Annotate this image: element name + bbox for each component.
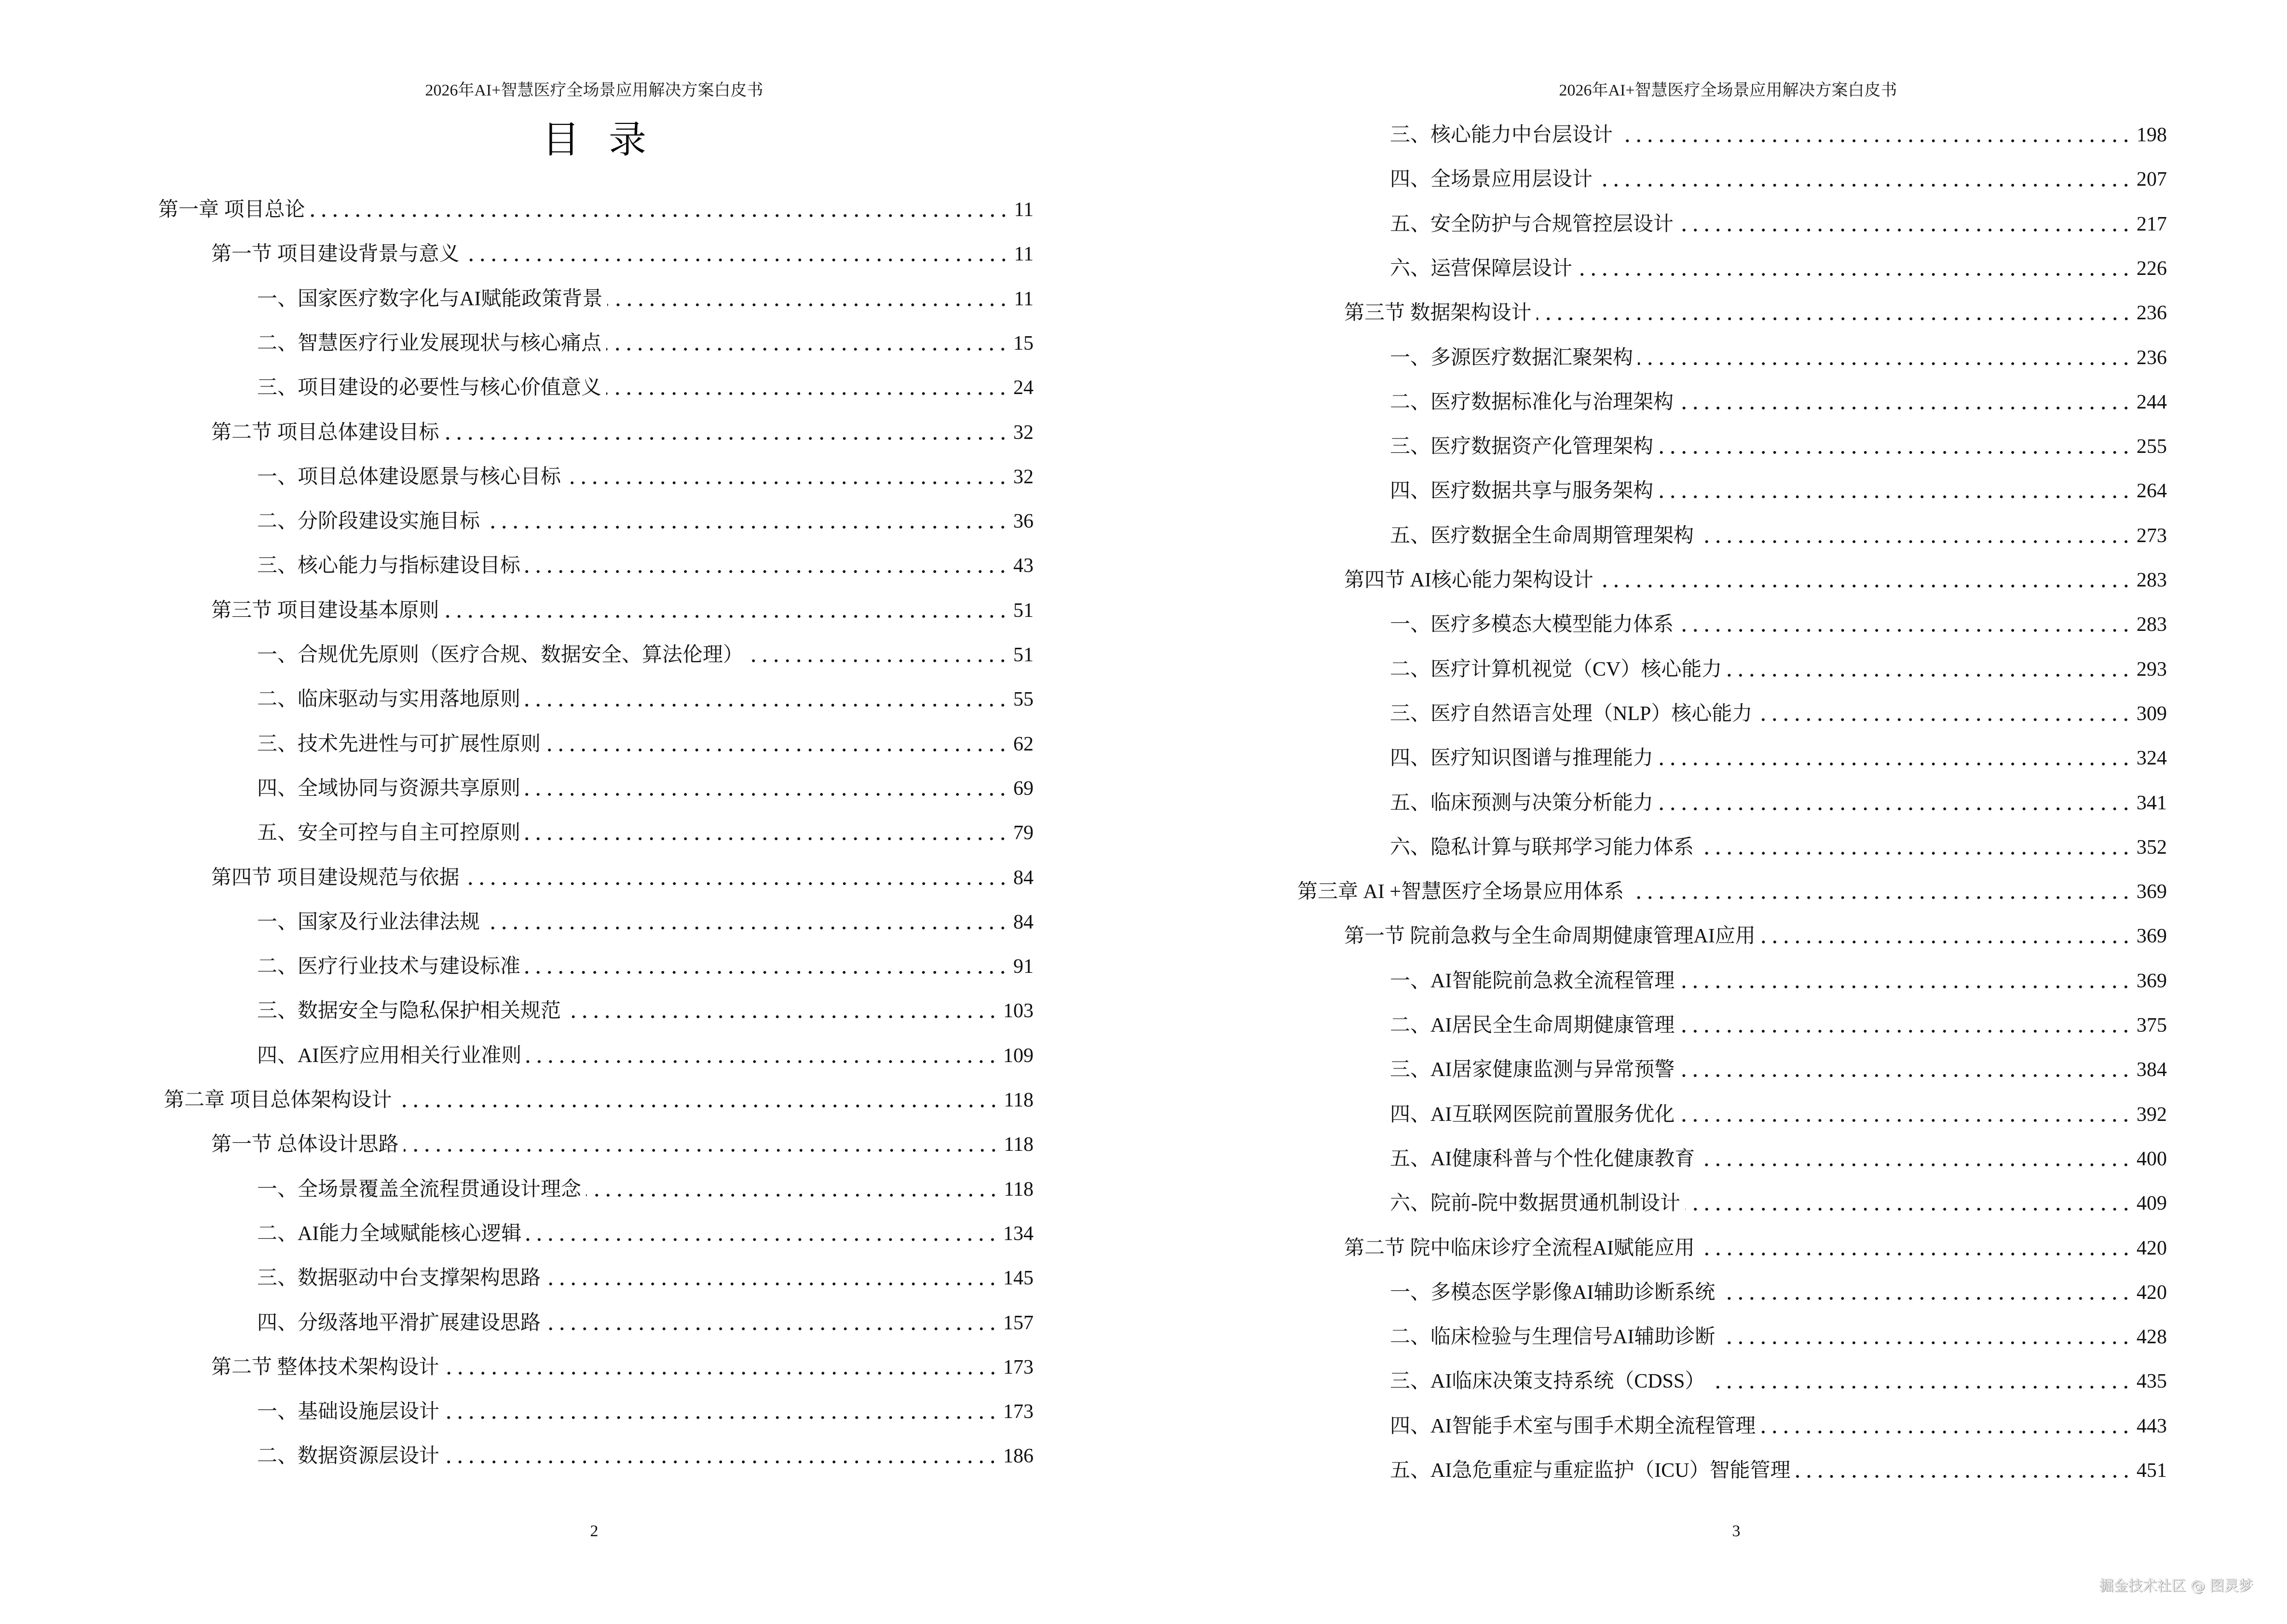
dot-leader — [545, 1282, 998, 1286]
toc-entry-page-number: 264 — [2137, 480, 2167, 503]
toc-entry-page-number: 118 — [1004, 1178, 1034, 1201]
dot-leader — [1757, 717, 2132, 722]
toc-entry-page-number: 369 — [2137, 969, 2167, 992]
toc-entry-item[interactable] — [1390, 655, 2167, 684]
toc-entry-page-number: 134 — [1003, 1222, 1034, 1245]
toc-entry-label: 二、医疗计算机视觉（CV）核心能力 — [1390, 658, 1722, 681]
dot-leader — [1658, 450, 2132, 455]
toc-entry-label: 二、临床检验与生理信号AI辅助诊断 — [1390, 1326, 1715, 1349]
dot-leader — [525, 792, 1008, 797]
toc-entry-page-number: 244 — [2137, 391, 2167, 413]
toc-entry-item[interactable] — [1390, 699, 2167, 728]
toc-entry-page-number: 435 — [2137, 1370, 2167, 1393]
toc-entry-item[interactable] — [257, 1309, 1034, 1337]
dot-leader — [1638, 361, 2132, 366]
dot-leader — [1720, 1340, 2132, 1345]
toc-entry-label: 三、项目建设的必要性与核心价值意义 — [257, 377, 602, 399]
toc-entry-item[interactable] — [1390, 210, 2167, 239]
dot-leader — [525, 703, 1008, 708]
dot-leader — [1537, 316, 2132, 321]
toc-entry-page-number: 157 — [1003, 1311, 1034, 1334]
toc-entry-item[interactable] — [257, 952, 1034, 981]
toc-entry-page-number: 283 — [2137, 569, 2167, 591]
toc-entry-page-number: 32 — [1013, 421, 1034, 444]
toc-entry-item[interactable] — [1390, 1145, 2167, 1174]
dot-leader — [1699, 851, 2132, 856]
toc-entry-section[interactable] — [211, 863, 1034, 892]
toc-entry-label: 第一节 院前急救与全生命周期健康管理AI应用 — [1344, 925, 1756, 948]
toc-entry-label: 五、临床预测与决策分析能力 — [1390, 792, 1654, 814]
dot-leader — [444, 1415, 998, 1420]
toc-entry-item[interactable] — [257, 1397, 1034, 1426]
toc-entry-section[interactable] — [211, 1130, 1034, 1159]
dot-leader — [464, 881, 1008, 886]
toc-entry-page-number: 217 — [2137, 213, 2167, 235]
dot-leader — [606, 391, 1008, 396]
toc-entry-label: 二、数据资源层设计 — [257, 1445, 440, 1468]
toc-entry-section[interactable] — [1344, 1234, 2167, 1263]
toc-entry-page-number: 428 — [2137, 1326, 2167, 1349]
running-header: 2026年AI+智慧医疗全场景应用解决方案白皮书 — [1559, 82, 1897, 99]
toc-entry-page-number: 173 — [1003, 1401, 1034, 1423]
toc-entry-label: 第二节 院中临床诊疗全流程AI赋能应用 — [1344, 1237, 1695, 1259]
toc-entry-label: 四、AI互联网医院前置服务优化 — [1390, 1103, 1675, 1126]
watermark: 掘金技术社区 @ 图灵梦 — [2099, 1578, 2253, 1595]
toc-entry-page-number: 207 — [2137, 168, 2167, 191]
toc-entry-page-number: 118 — [1004, 1089, 1034, 1111]
toc-entry-page-number: 51 — [1013, 644, 1034, 666]
toc-entry-item[interactable] — [1390, 1278, 2167, 1307]
toc-entry-label: 三、医疗自然语言处理（NLP）核心能力 — [1390, 702, 1753, 725]
toc-entry-label: 三、核心能力中台层设计 — [1390, 124, 1613, 146]
dot-leader — [1678, 628, 2132, 633]
toc-entry-page-number: 293 — [2137, 658, 2167, 681]
toc-entry-label: 四、医疗数据共享与服务架构 — [1390, 480, 1654, 503]
dot-leader — [1720, 1296, 2132, 1301]
toc-entry-item[interactable] — [1390, 1011, 2167, 1040]
toc-entry-page-number: 55 — [1013, 688, 1034, 711]
toc-entry-label: 二、智慧医疗行业发展现状与核心痛点 — [257, 332, 602, 355]
toc-entry-label: 第三节 数据架构设计 — [1344, 302, 1532, 325]
toc-entry-label: 一、AI智能院前急救全流程管理 — [1390, 969, 1675, 992]
toc-entry-item[interactable] — [1390, 1367, 2167, 1396]
toc-entry-page-number: 341 — [2137, 792, 2167, 814]
dot-leader — [1679, 1118, 2132, 1123]
dot-leader — [526, 1059, 998, 1064]
toc-entry-page-number: 109 — [1003, 1044, 1034, 1067]
toc-entry-label: 二、医疗数据标准化与治理架构 — [1390, 391, 1674, 413]
toc-entry-label: 六、运营保障层设计 — [1390, 257, 1573, 280]
toc-entry-label: 四、全场景应用层设计 — [1390, 168, 1593, 191]
toc-entry-label: 六、隐私计算与联邦学习能力体系 — [1390, 836, 1694, 859]
dot-leader — [566, 480, 1008, 485]
toc-entry-label: 四、分级落地平滑扩展建设思路 — [257, 1311, 541, 1334]
toc-entry-label: 三、核心能力与指标建设目标 — [257, 555, 521, 577]
dot-leader — [1727, 673, 2132, 678]
dot-leader — [545, 1326, 998, 1331]
toc-entry-item[interactable] — [257, 373, 1034, 402]
toc-entry-page-number: 69 — [1013, 777, 1034, 800]
toc-entry-label: 五、AI健康科普与个性化健康教育 — [1390, 1147, 1695, 1170]
toc-entry-page-number: 32 — [1013, 465, 1034, 488]
toc-entry-page-number: 145 — [1003, 1267, 1034, 1290]
dot-leader — [1629, 895, 2132, 900]
toc-entry-chapter[interactable] — [164, 1086, 1034, 1115]
toc-entry-item[interactable] — [1390, 1456, 2167, 1485]
toc-entry-label: 第一章 项目总论 — [158, 199, 305, 221]
toc-entry-section[interactable] — [211, 596, 1034, 625]
toc-entry-page-number: 236 — [2137, 302, 2167, 325]
toc-entry-item[interactable] — [257, 641, 1034, 669]
toc-entry-item[interactable] — [1390, 254, 2167, 283]
toc-entry-item[interactable] — [1390, 388, 2167, 417]
toc-entry-page-number: 375 — [2137, 1014, 2167, 1037]
toc-entry-section[interactable] — [211, 1353, 1034, 1382]
toc-entry-label: 二、分阶段建设实施目标 — [257, 510, 480, 533]
toc-entry-page-number: 255 — [2137, 436, 2167, 458]
toc-entry-item[interactable] — [1390, 744, 2167, 773]
dot-leader — [485, 926, 1008, 930]
toc-entry-page-number: 11 — [1014, 243, 1034, 266]
toc-entry-label: 四、医疗知识图谱与推理能力 — [1390, 747, 1654, 770]
toc-entry-label: 二、临床驱动与实用落地原则 — [257, 688, 521, 711]
toc-entry-item[interactable] — [257, 908, 1034, 937]
dot-leader — [1796, 1474, 2132, 1479]
toc-entry-label: 第三章 AI +智慧医疗全场景应用体系 — [1297, 881, 1624, 903]
toc-entry-item[interactable] — [1390, 432, 2167, 461]
toc-entry-label: 二、AI居民全生命周期健康管理 — [1390, 1014, 1675, 1037]
toc-entry-page-number: 369 — [2137, 881, 2167, 903]
toc-entry-item[interactable] — [257, 329, 1034, 358]
toc-entry-label: 二、医疗行业技术与建设标准 — [257, 955, 521, 978]
toc-entry-label: 第二节 项目总体建设目标 — [211, 421, 439, 444]
toc-entry-page-number: 273 — [2137, 524, 2167, 547]
toc-entry-label: 三、技术先进性与可扩展性原则 — [257, 733, 541, 755]
toc-entry-item[interactable] — [1390, 521, 2167, 550]
toc-entry-item[interactable] — [257, 1442, 1034, 1471]
toc-entry-page-number: 84 — [1013, 911, 1034, 933]
toc-entry-label: 三、AI居家健康监测与异常预警 — [1390, 1059, 1675, 1081]
toc-entry-item[interactable] — [257, 1219, 1034, 1248]
toc-entry-item[interactable] — [1390, 1100, 2167, 1129]
toc-entry-label: 第一节 项目建设背景与意义 — [211, 243, 460, 266]
toc-entry-label: 六、院前-院中数据贯通机制设计 — [1390, 1192, 1680, 1215]
toc-entry-page-number: 24 — [1013, 377, 1034, 399]
toc-entry-page-number: 324 — [2137, 747, 2167, 770]
toc-entry-page-number: 186 — [1003, 1445, 1034, 1468]
dot-leader — [1597, 183, 2132, 188]
dot-leader — [1760, 940, 2132, 944]
toc-entry-label: 第一节 总体设计思路 — [211, 1133, 399, 1156]
toc-entry-page-number: 62 — [1013, 733, 1034, 755]
toc-entry-label: 第二章 项目总体架构设计 — [164, 1089, 392, 1111]
dot-leader — [607, 302, 1009, 307]
toc-entry-item[interactable] — [1390, 1412, 2167, 1441]
dot-leader — [525, 836, 1008, 841]
toc-entry-label: 一、全场景覆盖全流程贯通设计理念 — [257, 1178, 582, 1201]
toc-entry-item[interactable] — [257, 551, 1034, 580]
toc-entry-item[interactable] — [257, 1041, 1034, 1070]
toc-entry-label: 四、AI医疗应用相关行业准则 — [257, 1044, 522, 1067]
toc-entry-page-number: 443 — [2137, 1415, 2167, 1437]
toc-entry-item[interactable] — [257, 996, 1034, 1025]
dot-leader — [1658, 494, 2132, 499]
toc-entry-label: 五、安全防护与合规管控层设计 — [1390, 213, 1674, 235]
toc-entry-item[interactable] — [1390, 1323, 2167, 1351]
toc-entry-page-number: 236 — [2137, 346, 2167, 369]
toc-entry-page-number: 84 — [1013, 866, 1034, 889]
dot-leader — [404, 1148, 999, 1153]
toc-entry-page-number: 283 — [2137, 614, 2167, 636]
toc-entry-item[interactable] — [257, 1264, 1034, 1293]
dot-leader — [1699, 539, 2132, 544]
toc-entry-item[interactable] — [1390, 967, 2167, 996]
toc-entry-item[interactable] — [257, 463, 1034, 491]
dot-leader — [1618, 138, 2132, 143]
toc-entry-page-number: 409 — [2137, 1192, 2167, 1215]
toc-entry-label: 五、医疗数据全生命周期管理架构 — [1390, 524, 1694, 547]
toc-entry-label: 一、基础设施层设计 — [257, 1401, 440, 1423]
dot-leader — [1577, 272, 2132, 277]
toc-entry-item[interactable] — [1390, 789, 2167, 818]
toc-entry-page-number: 400 — [2137, 1147, 2167, 1170]
toc-entry-label: 一、国家及行业法律法规 — [257, 911, 480, 933]
toc-entry-page-number: 51 — [1013, 599, 1034, 622]
toc-entry-section[interactable] — [1344, 299, 2167, 328]
toc-entry-label: 第三节 项目建设基本原则 — [211, 599, 439, 622]
dot-leader — [586, 1193, 999, 1198]
dot-leader — [1678, 406, 2132, 410]
dot-leader — [545, 748, 1008, 752]
toc-entry-page-number: 420 — [2137, 1237, 2167, 1259]
toc-entry-page-number: 451 — [2137, 1460, 2167, 1482]
toc-entry-label: 一、国家医疗数字化与AI赋能政策背景 — [257, 287, 603, 310]
dot-leader — [444, 1460, 998, 1464]
toc-entry-chapter[interactable] — [1297, 877, 2167, 906]
dot-leader — [748, 658, 1008, 663]
toc-entry-page-number: 309 — [2137, 702, 2167, 725]
page-number: 3 — [1732, 1522, 1741, 1540]
dot-leader — [1760, 1430, 2132, 1434]
dot-leader — [1658, 762, 2132, 766]
dot-leader — [1678, 228, 2132, 232]
dot-leader — [1679, 1073, 2132, 1078]
toc-entry-label: 二、AI能力全域赋能核心逻辑 — [257, 1222, 522, 1245]
dot-leader — [464, 258, 1009, 262]
toc-entry-page-number: 91 — [1013, 955, 1034, 978]
toc-entry-item[interactable] — [257, 730, 1034, 759]
toc-entry-label: 一、医疗多模态大模型能力体系 — [1390, 614, 1674, 636]
toc-entry-label: 一、项目总体建设愿景与核心目标 — [257, 465, 561, 488]
toc-entry-label: 三、医疗数据资产化管理架构 — [1390, 436, 1654, 458]
toc-entry-page-number: 420 — [2137, 1281, 2167, 1304]
toc-list-right — [1144, 0, 2287, 1624]
toc-entry-label: 一、多源医疗数据汇聚架构 — [1390, 346, 1634, 369]
toc-entry-label: 三、数据安全与隐私保护相关规范 — [257, 1000, 561, 1023]
dot-leader — [566, 1014, 998, 1019]
toc-entry-label: 一、合规优先原则（医疗合规、数据安全、算法伦理） — [257, 644, 744, 666]
toc-title: 目录 — [542, 118, 675, 162]
toc-entry-section[interactable] — [211, 418, 1034, 447]
dot-leader — [310, 213, 1009, 218]
dot-leader — [1685, 1207, 2132, 1212]
toc-entry-page-number: 352 — [2137, 836, 2167, 859]
dot-leader — [444, 436, 1008, 441]
toc-entry-page-number: 226 — [2137, 257, 2167, 280]
toc-entry-item[interactable] — [257, 819, 1034, 847]
toc-entry-label: 一、多模态医学影像AI辅助诊断系统 — [1390, 1281, 1715, 1304]
toc-entry-item[interactable] — [1390, 1055, 2167, 1084]
toc-entry-label: 第二节 整体技术架构设计 — [211, 1356, 439, 1378]
toc-entry-item[interactable] — [257, 285, 1034, 314]
toc-entry-label: 三、数据驱动中台支撑架构思路 — [257, 1267, 541, 1290]
dot-leader — [1700, 1252, 2132, 1256]
dot-leader — [525, 569, 1008, 574]
toc-entry-page-number: 79 — [1013, 822, 1034, 845]
dot-leader — [1700, 1162, 2132, 1167]
toc-entry-label: 四、AI智能手术室与围手术期全流程管理 — [1390, 1415, 1756, 1437]
toc-entry-item[interactable] — [257, 1175, 1034, 1204]
dot-leader — [606, 347, 1008, 352]
toc-entry-item[interactable] — [1390, 343, 2167, 372]
toc-entry-item[interactable] — [1390, 165, 2167, 194]
dot-leader — [526, 1237, 998, 1242]
page-number: 2 — [590, 1522, 599, 1540]
toc-entry-page-number: 11 — [1014, 199, 1034, 221]
toc-entry-label: 四、全域协同与资源共享原则 — [257, 777, 521, 800]
running-header: 2026年AI+智慧医疗全场景应用解决方案白皮书 — [425, 82, 763, 99]
toc-entry-item[interactable] — [1390, 610, 2167, 639]
toc-entry-page-number: 392 — [2137, 1103, 2167, 1126]
toc-entry-page-number: 103 — [1003, 1000, 1034, 1023]
toc-entry-page-number: 11 — [1014, 287, 1034, 310]
toc-entry-item[interactable] — [257, 507, 1034, 536]
toc-entry-label: 五、安全可控与自主可控原则 — [257, 822, 521, 845]
toc-entry-item[interactable] — [1390, 833, 2167, 862]
toc-entry-page-number: 118 — [1004, 1133, 1034, 1156]
toc-entry-page-number: 198 — [2137, 124, 2167, 146]
toc-entry-label: 五、AI急危重症与重症监护（ICU）智能管理 — [1390, 1460, 1791, 1482]
toc-entry-item[interactable] — [257, 685, 1034, 714]
dot-leader — [1710, 1385, 2132, 1390]
dot-leader — [525, 970, 1008, 975]
dot-leader — [485, 525, 1008, 530]
toc-page-right — [1144, 0, 2287, 1624]
toc-entry-label: 三、AI临床决策支持系统（CDSS） — [1390, 1370, 1705, 1393]
toc-entry-page-number: 15 — [1013, 332, 1034, 355]
dot-leader — [1679, 1029, 2132, 1034]
toc-entry-page-number: 173 — [1003, 1356, 1034, 1378]
dot-leader — [444, 614, 1008, 619]
toc-entry-page-number: 43 — [1013, 555, 1034, 577]
dot-leader — [1679, 984, 2132, 989]
toc-entry-section[interactable] — [211, 240, 1034, 269]
toc-entry-chapter[interactable] — [158, 195, 1034, 224]
dot-leader — [1658, 806, 2132, 811]
toc-entry-item[interactable] — [1390, 477, 2167, 505]
toc-entry-page-number: 384 — [2137, 1059, 2167, 1081]
toc-entry-label: 第四节 AI核心能力架构设计 — [1344, 569, 1593, 591]
dot-leader — [397, 1104, 999, 1108]
dot-leader — [1598, 584, 2132, 588]
toc-entry-page-number: 369 — [2137, 925, 2167, 948]
toc-entry-item[interactable] — [1390, 1189, 2167, 1218]
toc-entry-item[interactable] — [1390, 121, 2167, 150]
toc-entry-item[interactable] — [257, 774, 1034, 803]
toc-entry-section[interactable] — [1344, 566, 2167, 595]
toc-entry-label: 第四节 项目建设规范与依据 — [211, 866, 460, 889]
toc-entry-page-number: 36 — [1013, 510, 1034, 533]
toc-entry-section[interactable] — [1344, 922, 2167, 951]
dot-leader — [444, 1371, 998, 1376]
